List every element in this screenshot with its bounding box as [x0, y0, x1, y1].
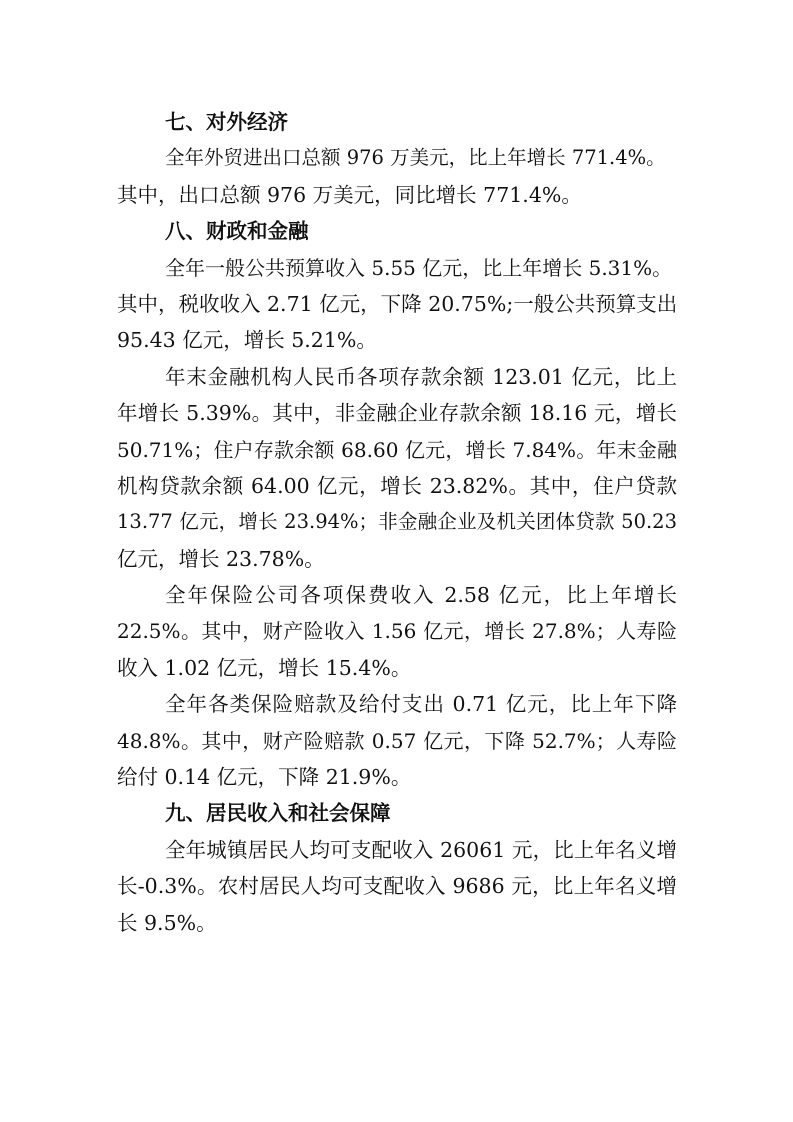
- paragraph-line: 给付 0.14 亿元，下降 21.9%。: [117, 765, 412, 790]
- paragraph-line: 长-0.3%。农村居民人均可支配收入 9686 元，比上年名义增: [117, 874, 677, 899]
- paragraph-line: 50.71%；住户存款余额 68.60 亿元，增长 7.84%。年末金融: [117, 437, 677, 462]
- paragraph-line: 48.8%。其中，财产险赔款 0.57 亿元，下降 52.7%；人寿险: [117, 728, 677, 753]
- paragraph-line: 全年城镇居民人均可支配收入 26061 元，比上年名义增: [165, 837, 677, 862]
- paragraph-line: 其中，出口总额 976 万美元，同比增长 771.4%。: [117, 182, 582, 207]
- paragraph-line: 长 9.5%。: [117, 910, 217, 935]
- paragraph-resident-income: [117, 832, 677, 941]
- paragraph-line: 22.5%。其中，财产险收入 1.56 亿元，增长 27.8%；人寿险: [117, 619, 677, 644]
- paragraph-public-budget: [117, 250, 677, 359]
- paragraph-line: 其中，税收收入 2.71 亿元，下降 20.75%;一般公共预算支出: [117, 291, 678, 316]
- section-heading-finance: 八、财政和金融: [165, 219, 309, 244]
- paragraph-line: 全年各类保险赔款及给付支出 0.71 亿元，比上年下降: [165, 692, 677, 717]
- paragraph-line: 机构贷款余额 64.00 亿元，增长 23.82%。其中，住户贷款: [117, 473, 677, 498]
- section-heading-foreign-economy: 七、对外经济: [165, 110, 288, 134]
- paragraph-insurance-premiums: [117, 577, 677, 686]
- paragraph-line: 95.43 亿元，增长 5.21%。: [117, 328, 377, 353]
- paragraph-line: 年末金融机构人民币各项存款余额 123.01 亿元，比上: [165, 364, 677, 389]
- paragraph-insurance-claims: [117, 686, 677, 795]
- paragraph-deposits-loans: [117, 359, 677, 577]
- paragraph-line: 全年外贸进出口总额 976 万美元，比上年增长 771.4%。: [165, 146, 666, 170]
- paragraph-line: 年增长 5.39%。其中，非金融企业存款余额 18.16 元，增长: [117, 401, 677, 426]
- section-heading-income-social-security: 九、居民收入和社会保障: [165, 801, 391, 826]
- paragraph-line: 全年一般公共预算收入 5.55 亿元，比上年增长 5.31%。: [165, 255, 673, 280]
- document-page: [117, 104, 677, 941]
- paragraph-line: 13.77 亿元，增长 23.94%；非金融企业及机关团体贷款 50.23: [117, 510, 677, 534]
- paragraph-foreign-trade: [117, 140, 677, 213]
- paragraph-line: 亿元，增长 23.78%。: [117, 546, 325, 571]
- paragraph-line: 收入 1.02 亿元，增长 15.4%。: [117, 655, 412, 680]
- paragraph-line: 全年保险公司各项保费收入 2.58 亿元，比上年增长: [165, 583, 677, 608]
